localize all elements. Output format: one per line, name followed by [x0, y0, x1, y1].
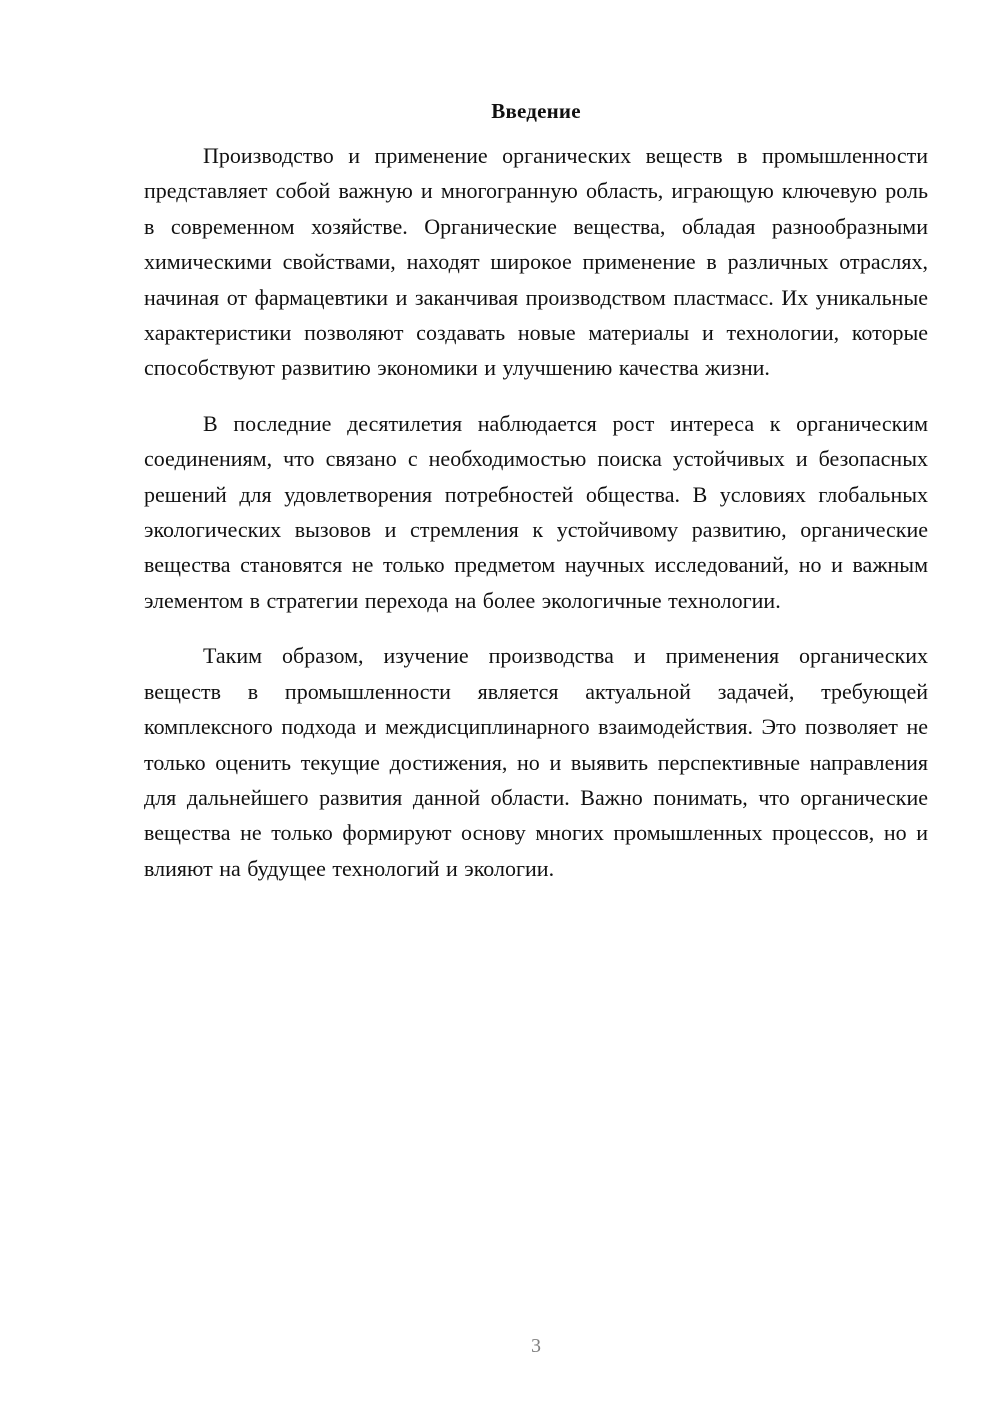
paragraph-2: В последние десятилетия наблюдается рост интереса к органическим соединениям, что связано с необходимостью поиска устойчивых и безопасных решений для удовлетворения потребностей общества. В условиях глобальных экологических вызовов и стремления к устойчивому развитию, органические вещества становятся не только предметом научных исследований, но и важным элементом в стратегии перехода на более экологичные технологии. [144, 410, 928, 613]
paragraph-1: Производство и применение органических веществ в промышленности представляет собой важную и многогранную область, играющую ключевую роль в современном хозяйстве. Органические вещества, обладая разнообразными химическими свойствами, находят широкое применение в различных отраслях, начиная от фармацевтики и заканчивая производством пластмасс. Их уникальные характеристики позволяют создавать новые материалы и технологии, которые способствуют развитию экономики и улучшению качества жизни. [144, 143, 928, 381]
page-number: 3 [531, 1335, 541, 1357]
section-title: Введение [491, 99, 581, 123]
paragraph-3: Таким образом, изучение производства и применения органических веществ в промышленности является актуальной задачей, требующей комплексного подхода и междисциплинарного взаимодействия. Это позволяет не только оценить текущие достижения, но и выявить перспективные направления для дальнейшего развития данной области. Важно понимать, что органические вещества не только формируют основу многих промышленных процессов, но и влияют на будущее технологий и экологии. [144, 643, 928, 881]
page-content [144, 96, 928, 906]
